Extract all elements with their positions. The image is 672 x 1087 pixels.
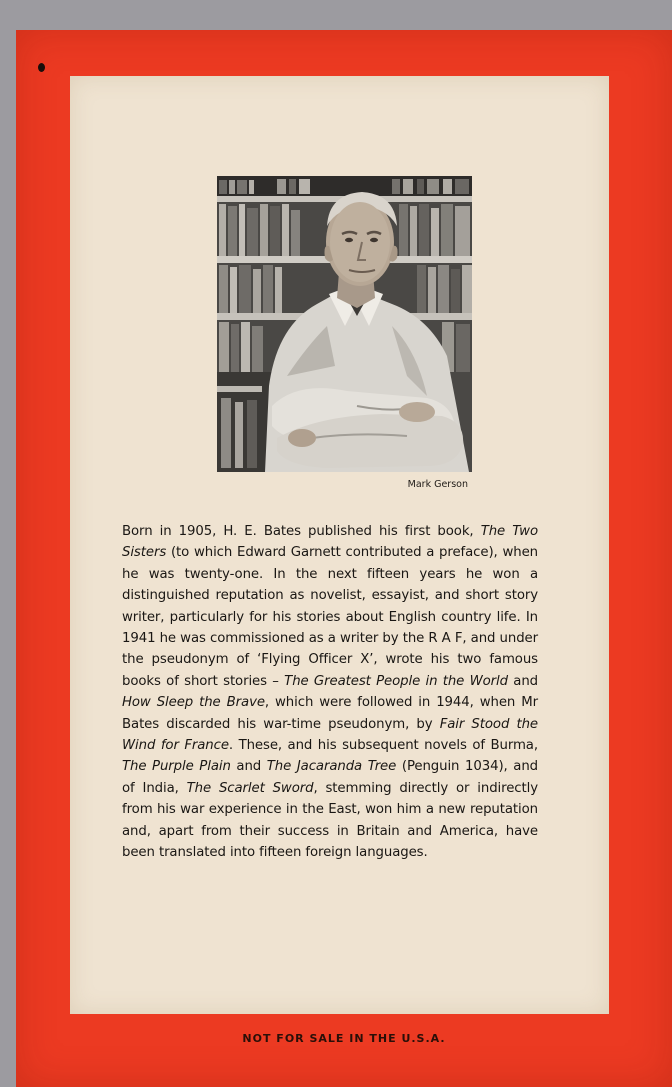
cover-mark — [38, 63, 45, 72]
sale-restriction-notice: NOT FOR SALE IN THE U.S.A. — [242, 1032, 446, 1045]
book-title: The Two Sisters — [122, 524, 538, 561]
author-photo — [217, 176, 472, 472]
content-panel — [70, 76, 609, 1014]
book-title: The Purple Plain — [122, 759, 231, 775]
book-title: The Greatest People in the World — [284, 673, 508, 689]
photo-credit: Mark Gerson — [407, 479, 468, 490]
back-cover — [16, 30, 672, 1087]
author-photo-image — [217, 176, 472, 472]
book-title: The Scarlet Sword — [186, 780, 314, 796]
author-biography: Born in 1905, H. E. Bates published his first book, The Two Sisters (to which Edward Garnett contributed a preface), when he was twenty-one. In the next fifteen years he won a distinguished reputation as novelist, essayist, and short story writer, particularly for his stories about English country life. In 1941 he was commissioned as a writer by the R A F, and under the pseudonym of ‘Flying Officer X’, wrote his two famous books of short stories – The Greatest People in the World and How Sleep the Brave, which were followed in 1944, when Mr Bates discarded his war-time pseudonym, by Fair Stood the Wind for France. These, and his subsequent novels of Burma, The Purple Plain and The Jacaranda Tree (Penguin 1034), and of India, The Scarlet Sword, stemming directly or indirectly from his war experience in the East, won him a new reputation and, apart from their success in Britain and America, have been translated into fifteen foreign languages. — [122, 524, 539, 861]
book-title: How Sleep the Brave — [122, 695, 265, 711]
book-title: The Jacaranda Tree — [266, 759, 397, 775]
book-title: Fair Stood the Wind for France — [122, 716, 538, 754]
